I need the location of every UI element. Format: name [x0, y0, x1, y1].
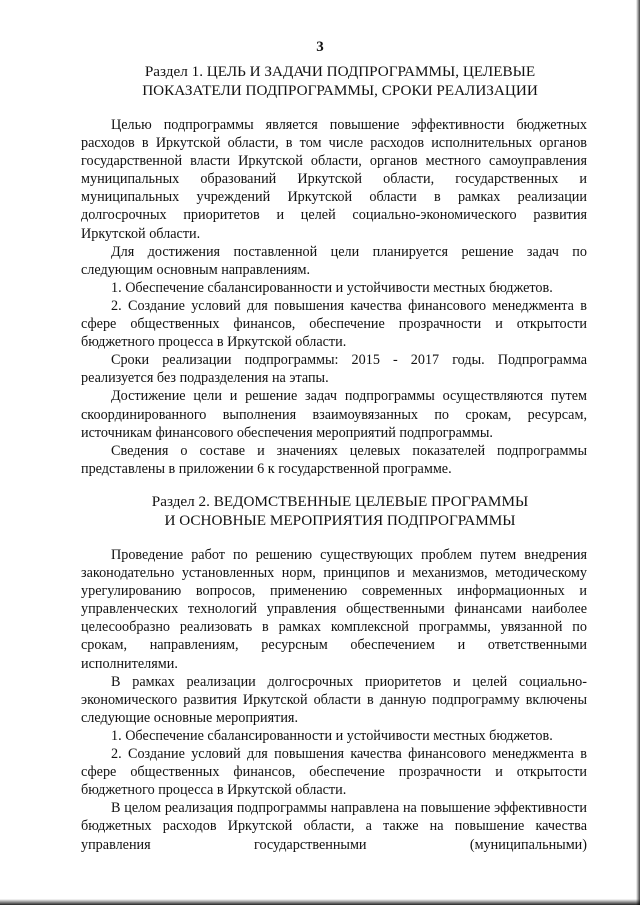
section-2-paragraph: 1. Обеспечение сбалансированности и устойчивости местных бюджетов. — [111, 727, 553, 744]
section-2-body — [81, 546, 587, 854]
section-1-paragraph: 2. Создание условий для повышения качества финансового менеджмента в сфере общественных финансов, обеспечение прозрачности и открытости бюджетного процесса в Иркутской области. — [81, 297, 587, 351]
section-1-paragraph: Достижение цели и решение задач подпрограммы осуществляются путем скоординированного выполнения взаимоувязанных по срокам, ресурсам, источникам финансового обеспечения мероприятий подпрограммы. — [81, 388, 587, 441]
section-2-heading — [90, 493, 590, 530]
section-2-heading-line-1: Раздел 2. ВЕДОМСТВЕННЫЕ ЦЕЛЕВЫЕ ПРОГРАММЫ — [151, 493, 529, 510]
scan-right-edge — [636, 0, 640, 905]
section-2-paragraph: 2. Создание условий для повышения качества финансового менеджмента в сфере общественных финансов, обеспечение прозрачности и открытости бюджетного процесса в Иркутской области. — [81, 746, 587, 799]
section-2-paragraph: В рамках реализации долгосрочных приоритетов и целей социально-экономического развития Иркутской области в данную подпрограмму включены следующие основные мероприятия. — [81, 673, 587, 726]
page-number: 3 — [316, 39, 324, 55]
section-2-paragraph: Проведение работ по решению существующих проблем путем внедрения законодательно установленных норм, принципов и механизмов, методическому урегулированию вопросов, применению современных информационных и управленческих технологий управления общественными финансами наиболее целесообразно реализовать в рамках комплексной программы, увязанной по срокам, направлениям, ресурсным обеспечением и ответственными исполнителями. — [81, 547, 587, 672]
section-1-paragraph: 1. Обеспечение сбалансированности и устойчивости местных бюджетов. — [111, 279, 553, 296]
scan-bottom-edge — [0, 899, 640, 905]
section-1-heading-line-1: Раздел 1. ЦЕЛЬ И ЗАДАЧИ ПОДПРОГРАММЫ, ЦЕЛЕВЫЕ — [144, 63, 536, 80]
section-1-body — [81, 116, 587, 478]
section-1-paragraph: Сведения о составе и значениях целевых показателей подпрограммы представлены в приложении 6 к государственной программе. — [81, 442, 587, 477]
section-1-paragraph: Сроки реализации подпрограммы: 2015 - 2017 годы. Подпрограмма реализуется без подразделения на этапы. — [81, 352, 587, 387]
section-1-heading-line-2: ПОКАЗАТЕЛИ ПОДПРОГРАММЫ, СРОКИ РЕАЛИЗАЦИИ — [142, 81, 538, 99]
section-2-paragraph: В целом реализация подпрограммы направлена на повышение эффективности бюджетных расходов Иркутской области, а также на повышение качества управления государственными (муниципальными) — [81, 800, 587, 853]
section-1-heading — [90, 63, 590, 100]
section-1-paragraph: Целью подпрограммы является повышение эффективности бюджетных расходов в Иркутской области, в том числе расходов исполнительных органов государственной власти Иркутской области, органов местного самоуправления муниципальных образований Иркутской области, государственных и муниципальных учреждений Иркутской области в рамках реализации долгосрочных приоритетов и целей социально-экономического развития Иркутской области. — [81, 117, 587, 242]
section-1-paragraph: Для достижения поставленной цели планируется решение задач по следующим основным направлениям. — [81, 243, 587, 278]
section-2-heading-line-2: И ОСНОВНЫЕ МЕРОПРИЯТИЯ ПОДПРОГРАММЫ — [164, 511, 516, 529]
